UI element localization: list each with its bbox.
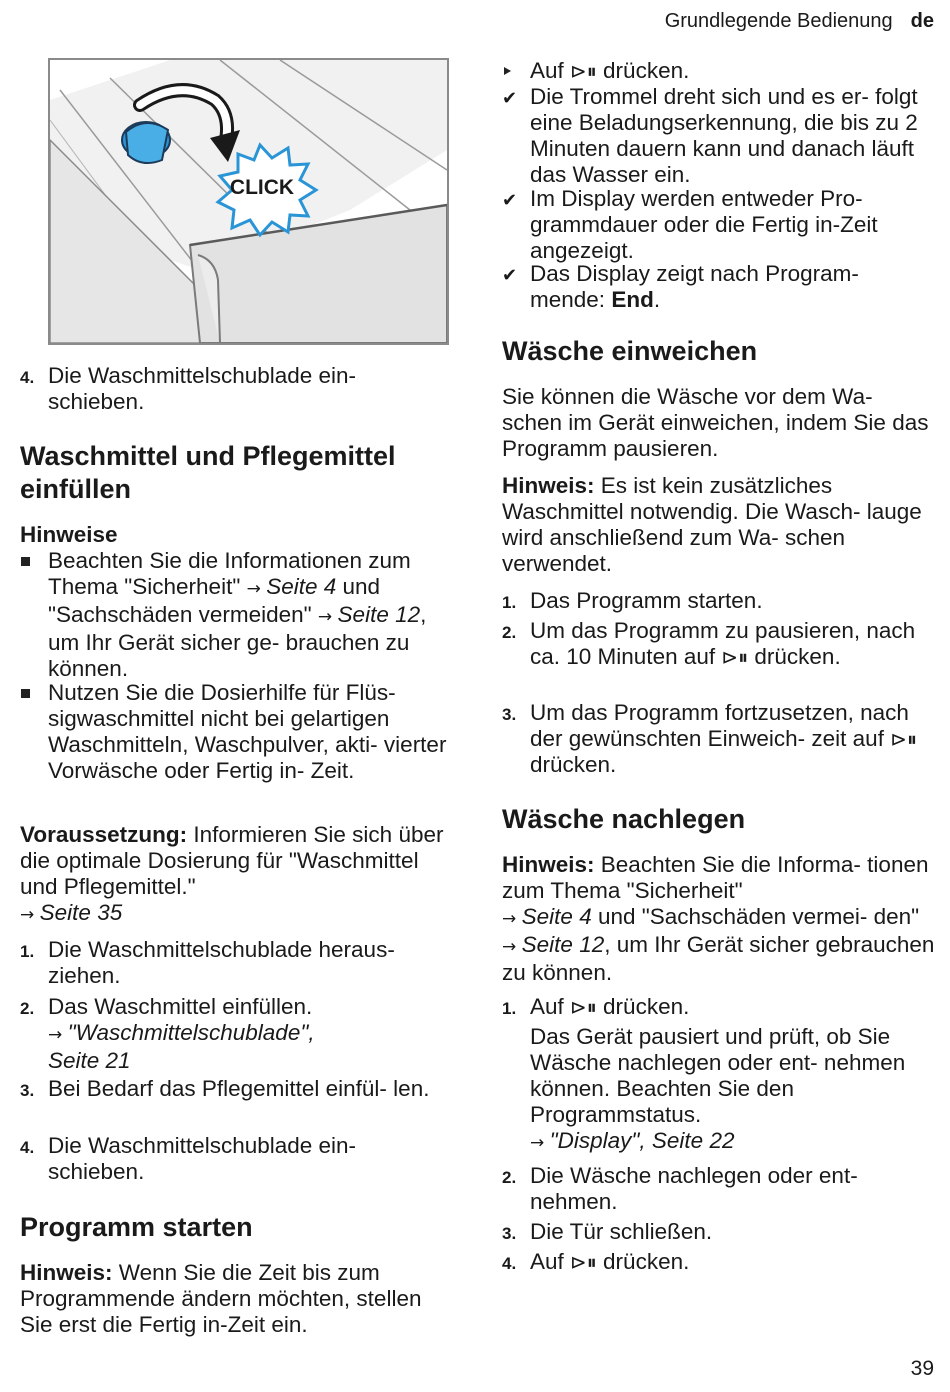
step-number: 4. — [20, 368, 35, 387]
result-display-end: ✔ Das Display zeigt nach Program- mende: End. — [502, 261, 859, 312]
note-bullet-safety: Beachten Sie die Informationen zum Thema "Sicherheit" → Seite 4 und "Sachschäden vermeiden" → Seite 12, um Ihr Gerät sicher ge- brauchen zu können. — [20, 548, 456, 682]
start-pause-icon: ⊳⏸ — [721, 645, 749, 669]
heading-fill-detergent: Waschmittel und Pflegemittel einfüllen — [20, 441, 396, 504]
page-reference[interactable]: "Waschmittelschublade", — [67, 1020, 315, 1045]
display-end-text: End — [611, 287, 654, 312]
add-step-close-door: 3. Die Tür schließen. — [502, 1219, 938, 1245]
step-number: 3. — [502, 705, 517, 724]
page-reference[interactable]: "Display", Seite 22 — [549, 1128, 735, 1153]
ref-arrow-icon: → — [502, 909, 522, 929]
step-number: 4. — [20, 1138, 35, 1157]
note-label: Hinweis: — [502, 852, 595, 877]
step-number: 2. — [502, 623, 517, 642]
header-language: de — [910, 10, 934, 32]
action-press-start: Auf ⊳⏸ drücken. — [502, 58, 938, 84]
notes-label: Hinweise — [20, 522, 118, 547]
click-label: CLICK — [229, 176, 295, 199]
step-number: 1. — [20, 942, 35, 961]
bullet-square-icon — [21, 689, 30, 698]
ref-arrow-icon: → — [317, 607, 338, 627]
ref-arrow-icon: → — [530, 1133, 550, 1153]
step-number: 2. — [502, 1168, 517, 1187]
bullet-square-icon — [21, 557, 30, 566]
page-reference[interactable]: Seite 12 — [337, 602, 421, 627]
soak-step-pause: 2. Um das Programm zu pausieren, nach ca. 10 Minuten auf ⊳⏸ drücken. — [502, 618, 916, 669]
prerequisite-label: Voraussetzung: — [20, 822, 188, 847]
heading-soak-laundry: Wäsche einweichen — [502, 336, 758, 366]
note-label: Hinweis: — [20, 1260, 113, 1285]
step-number: 3. — [20, 1081, 35, 1100]
ref-arrow-icon: → — [20, 905, 40, 925]
checkmark-icon: ✔ — [502, 265, 518, 285]
step-insert-drawer-top — [20, 363, 456, 415]
result-display-time: ✔ Im Display werden entweder Pro- grammdauer oder die Fertig in-Zeit angezeigt. — [502, 186, 878, 263]
step-text: Die Waschmittelschublade ein- schieben. — [48, 363, 357, 414]
step-insert-drawer: 4. Die Waschmittelschublade ein- schieben. — [20, 1133, 357, 1184]
start-pause-icon: ⊳⏸ — [570, 59, 597, 83]
ref-arrow-icon: → — [246, 579, 267, 599]
step-number: 3. — [502, 1224, 517, 1243]
add-note: Hinweis: Beachten Sie die Informa- tionen zum Thema "Sicherheit" → Seite 4 und "Sachschäden vermei- den" → Seite 12, um Ihr Gerät sicher gebrauchen zu können. — [502, 852, 935, 985]
soak-intro: Sie können die Wäsche vor dem Wa- schen im Gerät einweichen, indem Sie das Programm pausieren. — [502, 384, 929, 461]
checkmark-icon: ✔ — [502, 190, 518, 210]
page-reference[interactable]: Seite 12 — [521, 932, 605, 957]
page-reference[interactable]: Seite 35 — [39, 900, 123, 925]
note-label: Hinweis: — [502, 473, 595, 498]
start-pause-icon: ⊳⏸ — [890, 727, 917, 751]
page-reference[interactable]: Seite 4 — [521, 904, 592, 929]
soak-step-start: 1. Das Programm starten. — [502, 588, 938, 614]
start-pause-icon: ⊳⏸ — [570, 995, 597, 1019]
step-number: 1. — [502, 999, 517, 1018]
step-number: 2. — [20, 999, 35, 1018]
step-fill-softener: 3. Bei Bedarf das Pflegemittel einfül- len. — [20, 1076, 456, 1102]
heading-start-program: Programm starten — [20, 1212, 253, 1242]
checkmark-icon: ✔ — [502, 88, 518, 108]
step-pull-drawer: 1. Die Waschmittelschublade heraus- ziehen. — [20, 937, 395, 988]
result-drum-rotates: ✔ Die Trommel dreht sich und es er- folgt eine Beladungserkennung, die bis zu 2 Minuten dauern kann und danach läuft das Wasser ein. — [502, 84, 918, 187]
add-step-load: 2. Die Wäsche nachlegen oder ent- nehmen. — [502, 1163, 858, 1214]
step-number: 1. — [502, 593, 517, 612]
prerequisite-paragraph: Voraussetzung: Informieren Sie sich über die optimale Dosierung für "Waschmittel und Pflegemittel." → Seite 35 — [20, 822, 444, 925]
ref-arrow-icon: → — [48, 1025, 68, 1045]
note-start-program: Hinweis: Wenn Sie die Zeit bis zum Programmende ändern möchten, stellen Sie erst die Fertig in-Zeit ein. — [20, 1260, 422, 1337]
note-bullet-dosing-aid: Nutzen Sie die Dosierhilfe für Flüs- sigwaschmittel nicht bei gelartigen Waschmitteln, Waschpulver, akti- vierter Vorwäsche oder Fertig in- Zeit. — [20, 680, 456, 784]
action-triangle-icon — [504, 67, 511, 75]
page-reference[interactable]: Seite 21 — [48, 1048, 131, 1073]
header-section: Grundlegende Bedienung — [664, 10, 893, 32]
step-fill-detergent: 2. Das Waschmittel einfüllen. → "Waschmittelschublade", Seite 21 — [20, 994, 315, 1073]
add-step-press: 1. Auf ⊳⏸ drücken. Das Gerät pausiert und prüft, ob Sie Wäsche nachlegen oder ent- nehmen können. Beachten Sie den Programmstatus. → "Display", Seite 22 — [502, 994, 938, 1156]
start-pause-icon: ⊳⏸ — [570, 1250, 597, 1274]
heading-add-laundry: Wäsche nachlegen — [502, 804, 746, 834]
drawer-illustration — [48, 58, 449, 345]
add-step-explanation: Das Gerät pausiert und prüft, ob Sie Wäsche nachlegen oder ent- nehmen können. Beachten Sie den Programmstatus. → "Display", Seite 22 — [530, 1024, 906, 1153]
ref-arrow-icon: → — [502, 937, 522, 957]
soak-note: Hinweis: Es ist kein zusätzliches Waschmittel notwendig. Die Wasch- lauge wird anschließend zum Wa- schen verwendet. — [502, 473, 922, 576]
drawer-drawing — [50, 60, 447, 343]
page-number: 39 — [910, 1357, 934, 1380]
step-number: 4. — [502, 1254, 517, 1273]
page-reference[interactable]: Seite 4 — [266, 574, 337, 599]
running-header — [665, 9, 934, 33]
soak-step-resume: 3. Um das Programm fortzusetzen, nach der gewünschten Einweich- zeit auf ⊳⏸ drücken. — [502, 700, 917, 777]
add-step-press-again: 4. Auf ⊳⏸ drücken. — [502, 1249, 938, 1275]
